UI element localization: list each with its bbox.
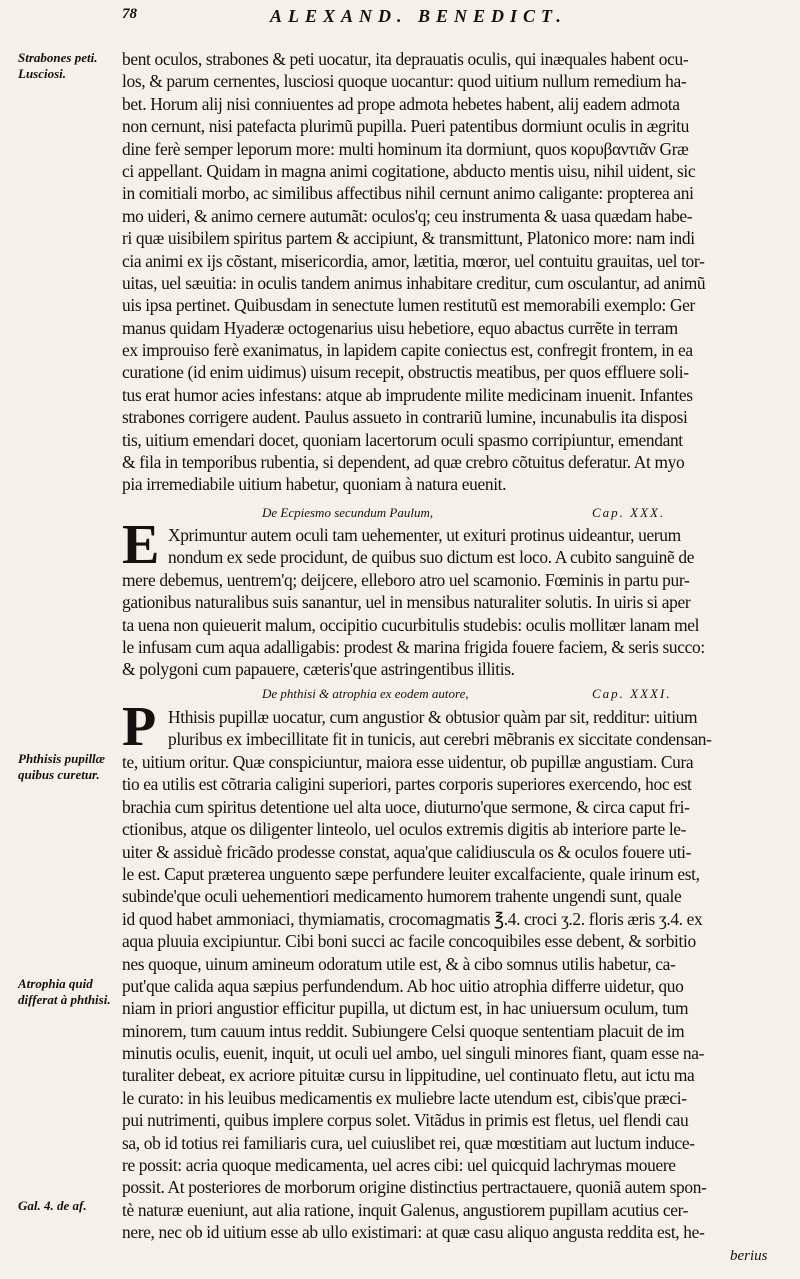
- marginal-phthisis: Phthisis pupillæ quibus curetur.: [18, 751, 106, 782]
- text-line: gationibus naturalibus suis sanantur, uel in mensibus naturaliter solutis. In uiris si aper: [122, 592, 691, 613]
- text-line: pui nutrimenti, quibus implere corpus solet. Vitãdus in primis est fletus, uel flendi cau: [122, 1110, 689, 1131]
- text-line: bent oculos, strabones & peti uocatur, ita deprauatis oculis, qui inæquales habent ocu-: [122, 49, 689, 69]
- text-line: dine ferè semper leporum more: multi hominum ita dormiunt, quos κορυβαντιᾶν Græ: [122, 138, 689, 159]
- chapter-31-initial: P: [122, 696, 157, 758]
- text-block-1: [122, 48, 782, 496]
- text-line: re possit: acria quoque medicamenta, uel acres cibi: uel quicquid lachrymas mouere: [122, 1155, 676, 1176]
- chapter-31-heading: [122, 686, 682, 706]
- text-line: mo uideri, & animo cernere autumãt: oculos'q; ceu instrumenta & uasa quædam habe-: [122, 205, 693, 226]
- text-line: tus erat humor acies infestans: atque ab imprudente milite medicinam inuenit. Infantes: [122, 384, 693, 405]
- text-line: nere, nec ob id uitium esse ab ullo existimari: at quæ casu aliquo angusta reddita est, he-: [122, 1222, 705, 1243]
- text-line: pia irremediabile uitium habetur, quoniam à natura euenit.: [122, 474, 507, 495]
- text-line: niam in priori angustior efficitur pupilla, ut dictum est, in hac uniuersum oculum, tum: [122, 998, 689, 1019]
- text-line: minutis oculis, euenit, inquit, ut oculi uel ambo, uel singuli minores fiant, quam esse na-: [122, 1043, 705, 1064]
- running-title: ALEXAND. BENEDICT.: [270, 6, 567, 26]
- chapter-31-text-indented: [122, 696, 782, 758]
- text-line: sa, ob id totius rei familiaris cura, uel cuiuslibet rei, quæ mœstitiam aut luctum induce-: [122, 1132, 695, 1153]
- page-header: [120, 6, 800, 36]
- text-line: te, uitium oritur. Quæ conspiciuntur, maiora esse uidentur, ob pupillæ angustiam. Cura: [122, 752, 694, 772]
- chapter-30-initial: E: [122, 514, 160, 576]
- text-line: put'que calida aqua sæpius perfundendum. Ab hoc uitio atrophia differre uidetur, quo: [122, 975, 684, 996]
- text-line: le infusam cum aqua adalligabis: prodest & marina frigida fouere faciem, & seris succo:: [122, 636, 705, 657]
- text-line: cia animi ex ijs cõstant, misericordia, amor, lætitia, mœror, uel contuitu grauitas, uel tor-: [122, 250, 705, 271]
- text-line: strabones corrigere audent. Paulus assueto in contrariũ lumine, incunabulis ita disposi: [122, 407, 688, 428]
- text-line: subinde'que oculi uehementiori medicamento humorem trahente ungendi sunt, quale: [122, 886, 682, 907]
- text-line: turaliter debeat, ex acriore pituitæ cursu in lippitudine, uel continuato fletu, aut ictu ma: [122, 1065, 695, 1086]
- marginal-strabones: Strabones peti. Lusciosi.: [18, 50, 98, 81]
- text-line: le curato: in his leuibus medicamentis ex muliebre lacte utendum est, cibis'que præci-: [122, 1087, 687, 1108]
- text-line: bet. Horum alij nisi conniuentes ad prope admota hebetes habent, alij eadem admota: [122, 93, 680, 114]
- text-line: & fila in temporibus rubentia, si dependent, ad quæ crebro cõtuitus deferatur. At myo: [122, 452, 685, 473]
- text-line: uis ipsa pertinet. Quibusdam in senectute lumen restitutũ est memorabili exemplo: Ger: [122, 295, 695, 316]
- text-line: los, & parum cernentes, lusciosi quoque uocantur: quod uitium nullum remedium ha-: [122, 71, 687, 92]
- chapter-31-title: De phthisi & atrophia ex eodem autore,: [262, 686, 469, 701]
- text-line: pluribus ex imbecillitate fit in tunicis, aut cerebri mẽbranis ex siccitate condensan-: [168, 729, 712, 750]
- text-line: ri quæ uisibilem spiritus partem & accipiunt, & transmittunt, Platonico more: nam indi: [122, 228, 695, 249]
- text-line: non cernunt, nisi patefacta plurimũ pupilla. Pueri patentibus dormiunt oculis in ægritu: [122, 116, 690, 137]
- text-line: ctionibus, atque os diligenter linteolo, uel oculos extremis digitis ab interiore parte le-: [122, 819, 687, 840]
- text-line: Hthisis pupillæ uocatur, cum angustior & obtusior quàm par sit, redditur: uitium: [168, 707, 698, 727]
- text-line: tè naturæ eueniunt, aut alia ratione, inquit Galenus, angustiorem pupillam acutius cer-: [122, 1199, 689, 1220]
- text-line: ci appellant. Quidam in magna animi cogitatione, abducto mentis uisu, nihil uident, sic: [122, 160, 696, 181]
- text-line: & polygoni cum papauere, cæteris'que astringentibus illitis.: [122, 659, 515, 680]
- text-line: le est. Caput præterea unguento sæpe perfundere leuiter excalfaciente, quale irinum est,: [122, 863, 700, 884]
- catchword: berius: [730, 1248, 768, 1264]
- text-line: tio ea utilis est cõtraria caligini superiori, partes corporis superiores exercendo, hoc est: [122, 774, 692, 795]
- chapter-31-text: [122, 751, 782, 1244]
- text-line: mere debemus, uentrem'q; deijcere, elleboro atro uel scamonio. Fœminis in partu pur-: [122, 569, 690, 590]
- text-line: minorem, tum cauum intus reddit. Subiungere Celsi quoque sententiam placuit de im: [122, 1020, 685, 1041]
- text-line: tis, uitium emendari docet, quoniam lacertorum oculi spasmo corripiuntur, emendant: [122, 429, 683, 450]
- page-number: 78: [122, 6, 137, 22]
- text-line: nondum ex sede procidunt, de quibus suo dictum est loco. A cubito sanguinẽ de: [168, 547, 695, 568]
- chapter-31-number: Cap. XXXI.: [592, 686, 672, 701]
- text-line: uiter & assiduè fricãdo prodesse constat, aqua'que calidiuscula os & oculos fouere uti-: [122, 841, 692, 862]
- chapter-30-heading: [122, 505, 682, 525]
- text-line: ta uena non quieuerit malum, occipitio cucurbitulis studebis: oculis mollitær lanam mel: [122, 614, 700, 635]
- text-line: manus quidam Hyaderæ octogenarius uisu hebetiore, equo abactus currẽte in terram: [122, 317, 678, 338]
- text-line: aqua pluuia excipiuntur. Cibi boni succi ac facile concoquibiles esse debent, & sorbitio: [122, 931, 696, 952]
- text-line: ex improuiso ferè exanimatus, in lapidem capite coniectus est, confregit frontem, in ea: [122, 340, 693, 361]
- chapter-30-title: De Ecpiesmo secundum Paulum,: [262, 505, 434, 520]
- marginal-atrophia: Atrophia quid differat à phthisi.: [18, 976, 111, 1007]
- chapter-30-number: Cap. XXX.: [592, 505, 666, 520]
- text-line: in comitiali morbo, ac similibus affectibus nihil cernunt animo caligante: propterea ani: [122, 183, 694, 204]
- marginal-galenus: Gal. 4. de af.: [18, 1198, 87, 1213]
- text-line: possit. At posteriores de morborum origine distinctius pertractauere, quoniã autem spon-: [122, 1177, 707, 1198]
- text-line: id quod habet ammoniaci, thymiamatis, crocomagmatis ℥.4. croci ʒ.2. floris æris ʒ.4. ex: [122, 908, 703, 929]
- text-line: brachia cum spiritus detentione uel alta uoce, diuturno'que sermone, & circa caput fri-: [122, 796, 690, 817]
- text-line: uitas, uel sæuitia: in oculis tandem animus inhabitare creditur, cum osculantur, ad animũ: [122, 272, 706, 293]
- text-line: curatione (id enim uidimus) uisum recepit, obstructis meatibus, per quos effluere soli-: [122, 362, 689, 383]
- text-line: nes quoque, uinum amineum odoratum utile est, & à cibo somnus utilis habetur, ca-: [122, 953, 676, 974]
- text-line: Xprimuntur autem oculi tam uehementer, ut exituri protinus uideantur, uerum: [168, 525, 681, 545]
- chapter-30-text: [122, 514, 782, 681]
